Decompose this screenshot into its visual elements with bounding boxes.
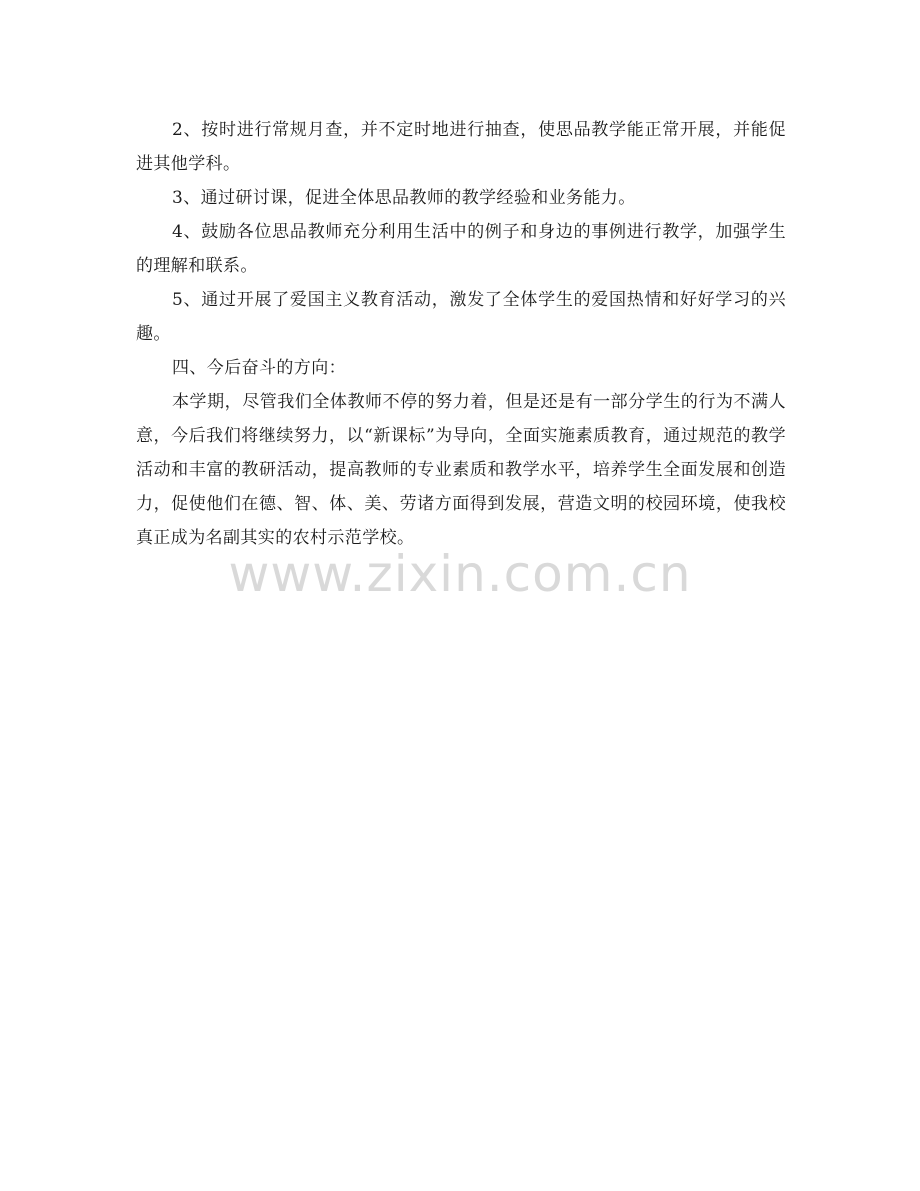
paragraph-future-direction: 本学期，尽管我们全体教师不停的努力着，但是还是有一部分学生的行为不满人意，今后我们将继续努力，以“新课标”为导向，全面实施素质教育，通过规范的教学活动和丰富的教研活动，提高教师的专业素质和教学水平，培养学生全面发展和创造力，促使他们在德、智、体、美、劳诸方面得到发展，营造文明的校园环境，使我校真正成为名副其实的农村示范学校。 [136, 392, 786, 548]
paragraph-item-3: 3、通过研讨课，促进全体思品教师的教学经验和业务能力。 [172, 188, 636, 208]
paragraph-item-4: 4、鼓励各位思品教师充分利用生活中的例子和身边的事例进行教学，加强学生的理解和联系。 [136, 222, 786, 276]
watermark-text: www.zixin.com.cn [228, 545, 692, 603]
document-body [136, 113, 786, 555]
section-heading-future-direction: 四、今后奋斗的方向： [172, 358, 346, 378]
paragraph-item-2: 2、按时进行常规月查，并不定时地进行抽查，使思品教学能正常开展，并能促进其他学科。 [136, 120, 786, 174]
paragraph-item-5: 5、通过开展了爱国主义教育活动，激发了全体学生的爱国热情和好好学习的兴趣。 [136, 290, 786, 344]
